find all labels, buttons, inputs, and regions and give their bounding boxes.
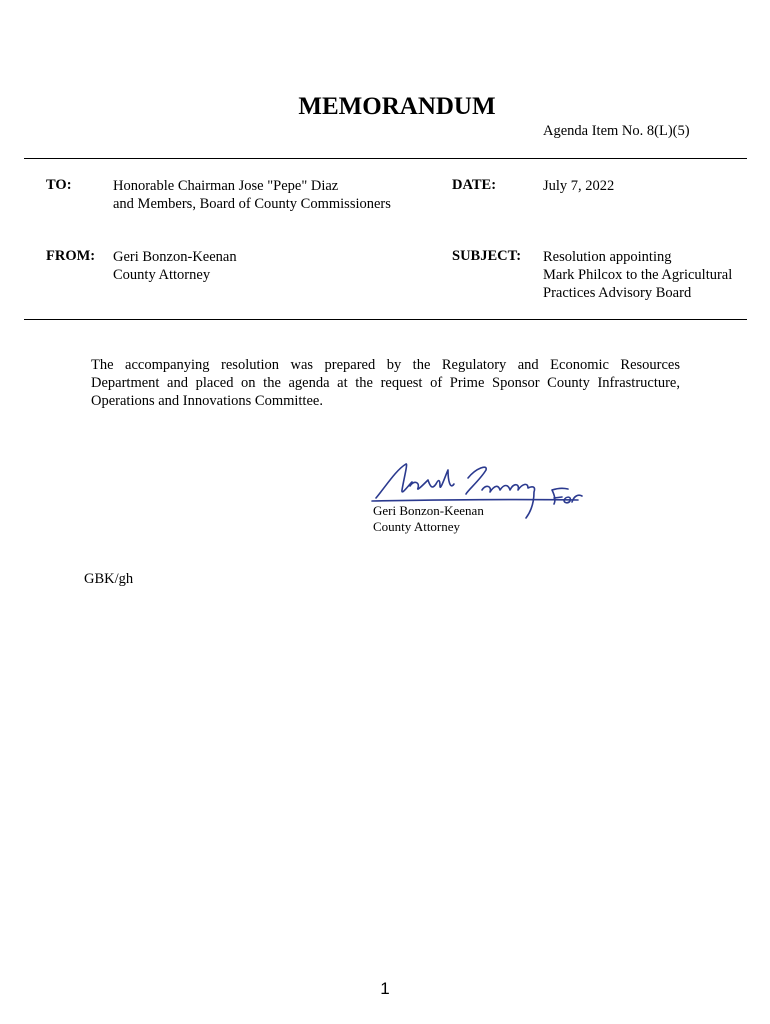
subject-line: Mark Philcox to the Agricultural [543,267,733,283]
from-line: Geri Bonzon-Keenan [113,249,237,265]
top-divider [24,158,747,159]
signature-script-text: Gerald Sanchez For [368,456,376,457]
agenda-item-number: Agenda Item No. 8(L)(5) [543,123,690,139]
typist-initials: GBK/gh [84,571,134,587]
subject-line: Resolution appointing [543,249,672,265]
to-recipients [113,177,391,213]
date-label: DATE: [452,177,497,193]
subject-label: SUBJECT: [452,248,522,264]
subject-value [543,248,732,302]
memo-title: MEMORANDUM [298,93,496,120]
body-line: Operations and Innovations Committee. [91,393,323,409]
body-line: Department and placed on the agenda at the request of Prime Sponsor County Infrastructure, [91,375,680,391]
signature-block [373,503,484,535]
date-value: July 7, 2022 [543,178,615,194]
signature-name: Geri Bonzon-Keenan [373,503,484,518]
from-line: County Attorney [113,267,211,283]
to-line: Honorable Chairman Jose "Pepe" Diaz [113,178,339,194]
from-label: FROM: [46,248,96,264]
signature-title: County Attorney [373,519,461,534]
subject-line: Practices Advisory Board [543,285,692,301]
to-label: TO: [46,177,72,193]
from-sender [113,248,237,284]
memo-body [91,356,680,410]
page-number: 1 [380,979,390,998]
body-line: The accompanying resolution was prepared by the Regulatory and Economic Resources [91,357,680,373]
bottom-divider [24,319,747,320]
to-line: and Members, Board of County Commissioners [113,196,391,212]
